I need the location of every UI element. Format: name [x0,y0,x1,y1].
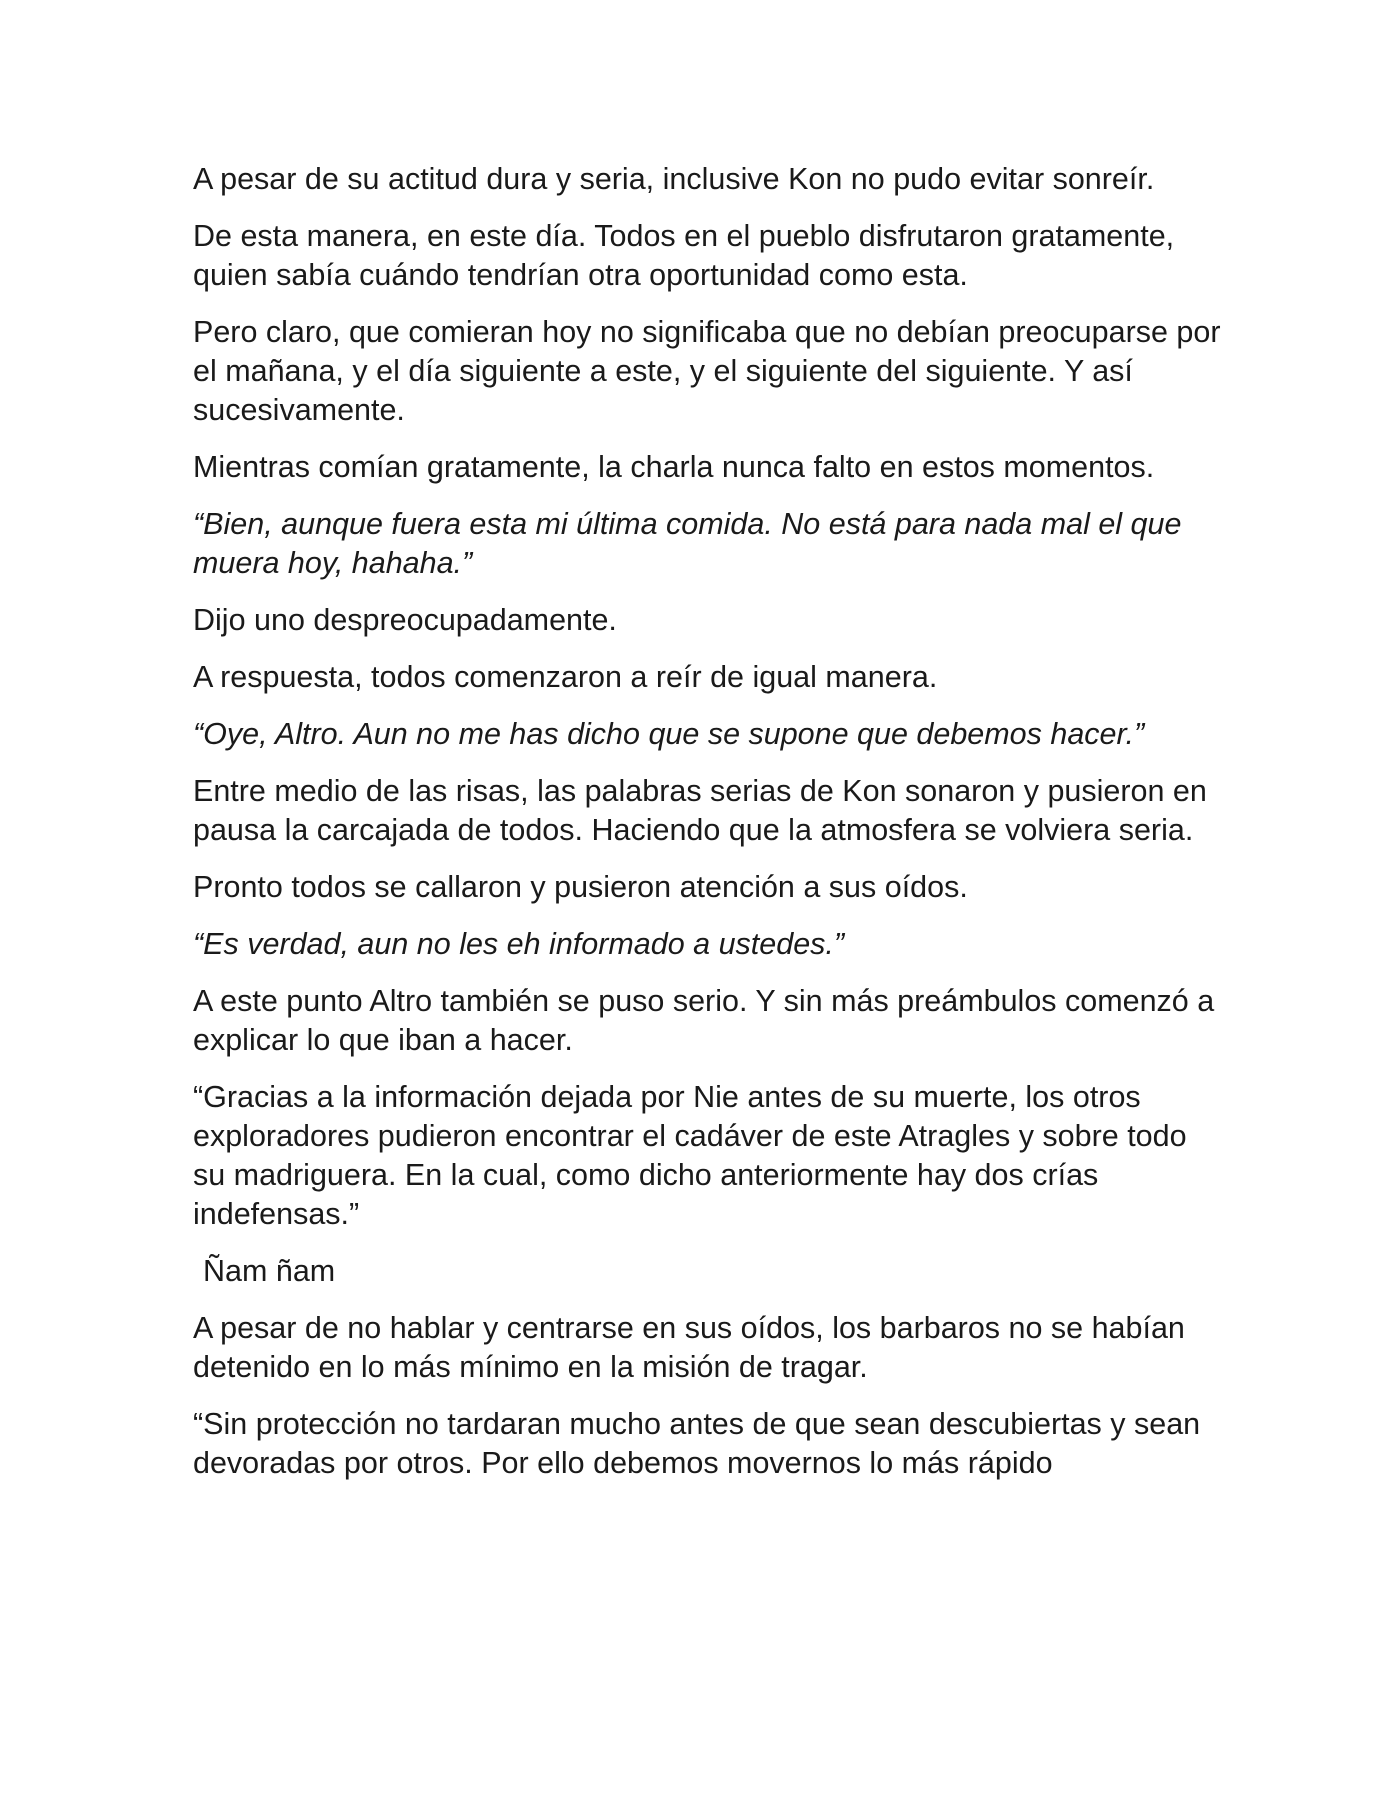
paragraph: Pronto todos se callaron y pusieron atención a sus oídos. [193,870,968,904]
document-page [193,160,1223,1501]
paragraph: A pesar de no hablar y centrarse en sus oídos, los barbaros no se habían detenido en lo más mínimo en la misión de tragar. [193,1311,1185,1384]
paragraph: Pero claro, que comieran hoy no significaba que no debían preocuparse por el mañana, y el día siguiente a este, y el siguiente del siguiente. Y así sucesivamente. [193,315,1221,427]
dialogue-paragraph: “Es verdad, aun no les eh informado a ustedes.” [193,927,845,961]
paragraph: A respuesta, todos comenzaron a reír de igual manera. [193,660,938,694]
paragraph: Entre medio de las risas, las palabras serias de Kon sonaron y pusieron en pausa la carcajada de todos. Haciendo que la atmosfera se volviera seria. [193,774,1207,847]
paragraph: De esta manera, en este día. Todos en el pueblo disfrutaron gratamente, quien sabía cuándo tendrían otra oportunidad como esta. [193,219,1175,292]
paragraph: A este punto Altro también se puso serio. Y sin más preámbulos comenzó a explicar lo que iban a hacer. [193,984,1215,1057]
dialogue-paragraph: “Bien, aunque fuera esta mi última comida. No está para nada mal el que muera hoy, hahaha.” [193,507,1182,580]
paragraph: Mientras comían gratamente, la charla nunca falto en estos momentos. [193,450,1155,484]
onomatopoeia-paragraph: Ñam ñam [203,1254,336,1288]
paragraph: A pesar de su actitud dura y seria, inclusive Kon no pudo evitar sonreír. [193,162,1155,196]
paragraph: “Gracias a la información dejada por Nie antes de su muerte, los otros exploradores pudieron encontrar el cadáver de este Atragles y sobre todo su madriguera. En la cual, como dicho anteriormente hay dos crías indefensas.” [193,1080,1187,1231]
paragraph: “Sin protección no tardaran mucho antes de que sean descubiertas y sean devoradas por otros. Por ello debemos movernos lo más rápido [193,1407,1201,1480]
paragraph: Dijo uno despreocupadamente. [193,603,617,637]
dialogue-paragraph: “Oye, Altro. Aun no me has dicho que se supone que debemos hacer.” [193,717,1145,751]
